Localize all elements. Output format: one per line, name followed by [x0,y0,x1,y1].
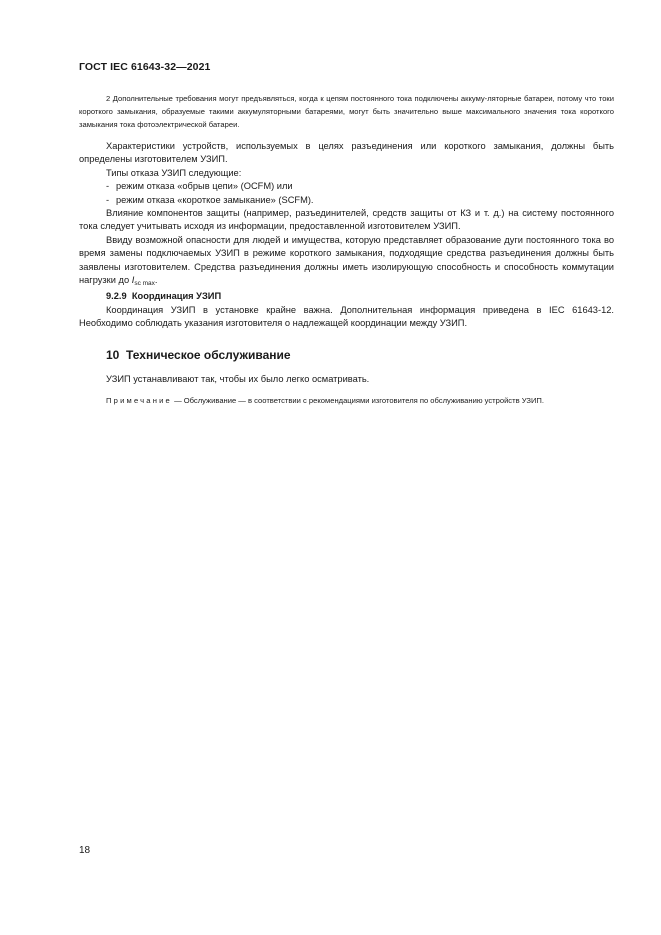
subsection-number: 9.2.9 [106,291,127,302]
subsection-title: Координация УЗИП [131,291,222,302]
current-subscript: sc max [134,280,155,288]
page-number: 18 [79,845,91,856]
section-number: 10 [106,347,120,362]
standard-header: ГОСТ IEC 61643-32—2021 [79,61,211,73]
paragraph-protection-components: Влияние компонентов защиты (например, разъединителей, средств защиты от КЗ и т. д.) на систему постоянного тока следует учитывать исходя из информации, предоставленной изготовителем УЗИП. [79,208,614,232]
paragraph-disconnection-text: Ввиду возможной опасности для людей и имущества, которую представляет образование дуги постоянного тока во время замены подключаемых УЗИП в режиме короткого замыкания, подходящие средства разъединения должны быть заявлены изготовителем. Средства разъединения должны иметь изолирующую способность и способность коммутации нагрузки до [79,234,614,286]
maintenance-note [79,394,614,407]
paragraph-maintenance: УЗИП устанавливают так, чтобы их было легко осматривать. [106,373,370,384]
subsection-heading-9-2-9 [79,290,614,303]
paragraph-end: . [154,275,158,286]
section-title: Техническое обслуживание [126,347,291,362]
list-item [79,180,614,193]
note-label: Примечание [106,396,172,406]
list-item [79,194,614,207]
paragraph-failure-types: Типы отказа УЗИП следующие: [106,167,242,178]
paragraph-characteristics: Характеристики устройств, используемых в целях разъединения или короткого замыкания, должны быть определены изготовителем УЗИП. [79,141,614,165]
section-heading-10 [79,347,614,363]
paragraph-coordination: Координация УЗИП в установке крайне важна. Дополнительная информация приведена в IEC 61643-12. Необходимо соблюдать указания изготовителя о надлежащей координации между УЗИП. [79,304,614,329]
page-content [79,92,614,407]
list-dash: - [106,194,110,205]
note-2: 2 Дополнительные требования могут предъявляться, когда к цепям постоянного тока подключены аккуму-ляторные батареи, потому что токи короткого замыкания, образуемые такими аккумуляторными батареями, могут быть значительно выше максимального значения тока короткого замыкания тока фотоэлектрической батареи. [79,94,614,129]
list-item-text: режим отказа «обрыв цепи» (OCFM) или [116,181,293,192]
paragraph-disconnection-means [79,234,614,291]
list-dash: - [106,181,110,192]
note-text: — Обслуживание — в соответствии с рекомендациями изготовителя по обслуживанию устройств УЗИП. [171,396,544,406]
current-symbol: I [131,275,135,286]
list-item-text: режим отказа «короткое замыкание» (SCFM). [116,194,314,205]
